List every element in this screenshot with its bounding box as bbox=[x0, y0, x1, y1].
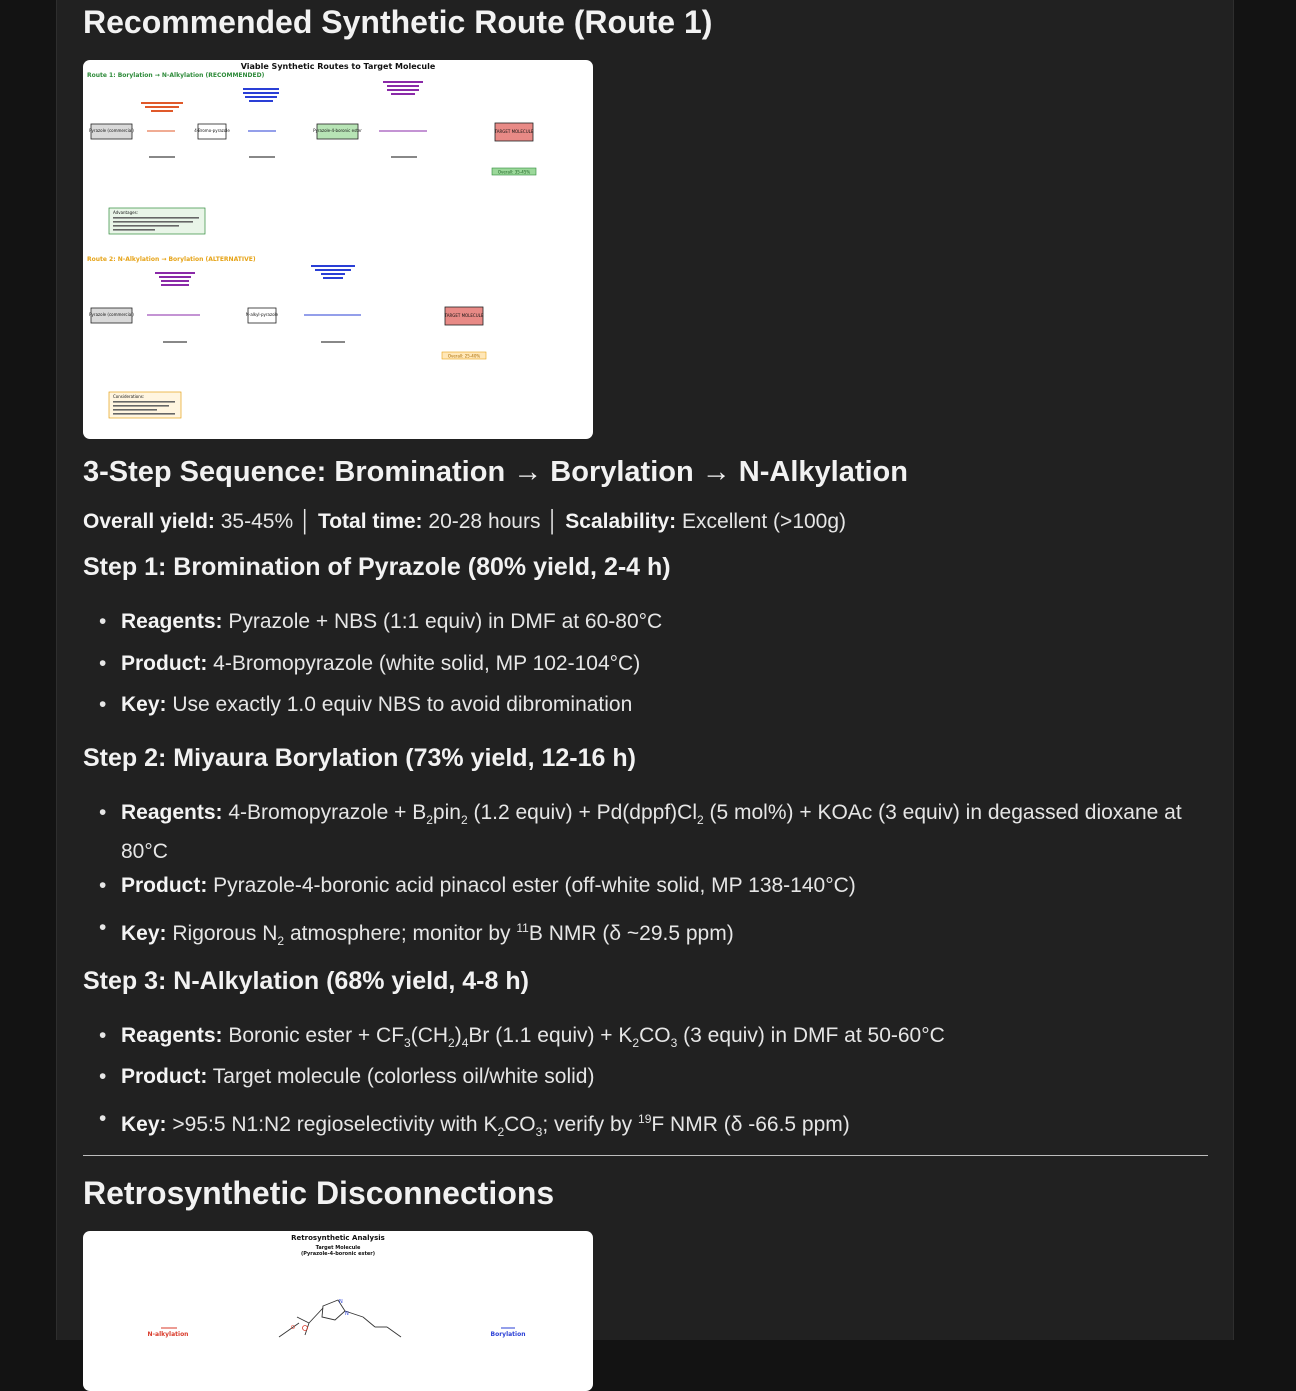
reagents-text: Pyrazole + NBS (1:1 equiv) in DMF at 60-80°C bbox=[228, 610, 663, 633]
overall-yield-value: 35-45% bbox=[220, 510, 294, 533]
reagents-label: Reagents: bbox=[121, 801, 223, 824]
step3-key-item: • Key: >95:5 N1:N2 regioselectivity with $K_2CO_3$; verify by $^{19}$F NMR (δ -66.5 ppm) bbox=[121, 1103, 1211, 1148]
svg-text:N: N bbox=[345, 1311, 349, 1317]
retro-right-label: Borylation bbox=[490, 1331, 526, 1338]
scalability-value: Excellent (>100g) bbox=[682, 510, 847, 533]
synthetic-routes-figure[interactable] bbox=[83, 60, 593, 439]
key-part: F NMR (δ -66.5 ppm) bbox=[651, 1113, 850, 1136]
route1-overall-yield: Overall: 35-45% bbox=[497, 169, 531, 175]
overall-yield-label: Overall yield: bbox=[83, 510, 215, 533]
routes-diagram bbox=[83, 60, 593, 439]
section-heading-route1: Recommended Synthetic Route (Route 1) bbox=[83, 4, 713, 40]
route1-node-target: TARGET MOLECULE bbox=[494, 129, 534, 134]
product-label: Product: bbox=[121, 874, 208, 897]
retrosynthesis-figure[interactable] bbox=[83, 1231, 593, 1391]
step3-product-item bbox=[121, 1061, 1211, 1093]
route2-label: Route 2: N-Alkylation → Borylation (ALTERNATIVE) bbox=[87, 256, 256, 263]
route2-considerations-title: Considerations: bbox=[113, 394, 145, 399]
sequence-summary: Overall yield: 35-45% │ Total time: 20-28 hours │ Scalability: Excellent (>100g) bbox=[83, 510, 847, 533]
key-part: Rigorous N bbox=[172, 922, 278, 945]
route2-node-nalkyl: N-alkyl-pyrazole bbox=[245, 312, 279, 317]
chat-panel bbox=[56, 0, 1234, 1340]
reagents-part: ) bbox=[454, 1024, 462, 1047]
section-divider bbox=[83, 1155, 1208, 1156]
step3-reagents-item: • Reagents: Boronic ester + $CF_3(CH_2)_4Br$ (1.1 equiv) + $K_2CO_3$ (3 equiv) in DMF at 50-60°C bbox=[121, 1020, 1211, 1059]
retro-subtitle: Target Molecule bbox=[315, 1245, 361, 1251]
step1-key-item bbox=[121, 689, 1211, 721]
product-text: Target molecule (colorless oil/white solid) bbox=[212, 1065, 595, 1088]
key-part: >95:5 N1:N2 regioselectivity with K bbox=[172, 1113, 498, 1136]
route2-node-target: TARGET MOLECULE bbox=[444, 313, 484, 318]
step1-product-item bbox=[121, 648, 1211, 680]
scalability-label: Scalability: bbox=[565, 510, 677, 533]
sequence-heading: 3-Step Sequence: Bromination → Borylation → N-Alkylation bbox=[83, 456, 908, 488]
section-heading-retrosynthesis: Retrosynthetic Disconnections bbox=[83, 1175, 555, 1211]
total-time-label: Total time: bbox=[317, 510, 423, 533]
figure-title: Viable Synthetic Routes to Target Molecule bbox=[240, 62, 436, 71]
reagents-part: Br (1.1 equiv) + K bbox=[468, 1024, 633, 1047]
route1-node-boronic-ester: Pyrazole-4-boronic ester bbox=[313, 128, 362, 133]
route2-node-pyrazole: Pyrazole (commercial) bbox=[89, 312, 134, 317]
svg-text:O: O bbox=[291, 1325, 295, 1331]
reagents-part: (1.2 equiv) + Pd(dppf)Cl bbox=[467, 801, 697, 824]
key-part: atmosphere; monitor by bbox=[284, 922, 517, 945]
step2-reagents-item: • Reagents: 4-Bromopyrazole + $B_2pin_2$ (1.2 equiv) + $Pd(dppf)Cl_2$ (5 mol%) + KOAc (3 equiv) in degassed dioxane at 80°C bbox=[121, 797, 1211, 868]
retro-subtitle-2: (Pyrazole-4-boronic ester) bbox=[300, 1251, 376, 1257]
reagents-part: (3 equiv) in DMF at 50-60°C bbox=[677, 1024, 945, 1047]
reagents-label: Reagents: bbox=[121, 1024, 223, 1047]
total-time-value: 20-28 hours bbox=[428, 510, 541, 533]
key-label: Key: bbox=[121, 922, 167, 945]
reagents-part: (CH bbox=[410, 1024, 449, 1047]
route1-label: Route 1: Borylation → N-Alkylation (RECOMMENDED) bbox=[87, 72, 265, 79]
retro-title: Retrosynthetic Analysis bbox=[291, 1234, 385, 1242]
reagents-part: Boronic ester + CF bbox=[228, 1024, 405, 1047]
key-part: CO bbox=[504, 1113, 536, 1136]
key-part: B NMR (δ ~29.5 ppm) bbox=[528, 922, 734, 945]
route1-node-bromopyrazole: 4-Bromo-pyrazole bbox=[194, 128, 230, 133]
step1-heading: Step 1: Bromination of Pyrazole (80% yield, 2-4 h) bbox=[83, 553, 671, 581]
route2-overall-yield: Overall: 25-40% bbox=[447, 353, 481, 359]
step1-reagents-item bbox=[121, 606, 1211, 638]
retrosynthesis-diagram bbox=[83, 1231, 593, 1391]
product-label: Product: bbox=[121, 1065, 208, 1088]
route1-advantages-title: Advantages: bbox=[113, 210, 139, 215]
key-label: Key: bbox=[121, 1113, 167, 1136]
step2-product-item bbox=[121, 870, 1211, 902]
key-part: ; verify by bbox=[542, 1113, 639, 1136]
reagents-label: Reagents: bbox=[121, 610, 223, 633]
product-label: Product: bbox=[121, 652, 208, 675]
product-text: 4-Bromopyrazole (white solid, MP 102-104°C) bbox=[213, 652, 641, 675]
route1-node-pyrazole: Pyrazole (commercial) bbox=[89, 128, 134, 133]
retro-left-label: N-alkylation bbox=[147, 1331, 189, 1338]
step3-heading: Step 3: N-Alkylation (68% yield, 4-8 h) bbox=[83, 967, 529, 995]
key-text: Use exactly 1.0 equiv NBS to avoid dibromination bbox=[172, 693, 633, 716]
key-label: Key: bbox=[121, 693, 167, 716]
svg-text:N: N bbox=[339, 1299, 343, 1305]
molecule-structure bbox=[279, 1300, 401, 1337]
product-text: Pyrazole-4-boronic acid pinacol ester (off-white solid, MP 138-140°C) bbox=[213, 874, 856, 897]
step2-key-item: • Key: Rigorous $N_2$ atmosphere; monitor by $^{11}$B NMR (δ ~29.5 ppm) bbox=[121, 912, 1211, 957]
reagents-part: pin bbox=[432, 801, 461, 824]
reagents-part: CO bbox=[639, 1024, 671, 1047]
reagents-part: 4-Bromopyrazole + B bbox=[228, 801, 427, 824]
step2-heading: Step 2: Miyaura Borylation (73% yield, 12-16 h) bbox=[83, 744, 636, 772]
reagents-part: (5 mol%) + KOAc (3 equiv) in degassed dioxane at 80°C bbox=[121, 801, 1182, 864]
